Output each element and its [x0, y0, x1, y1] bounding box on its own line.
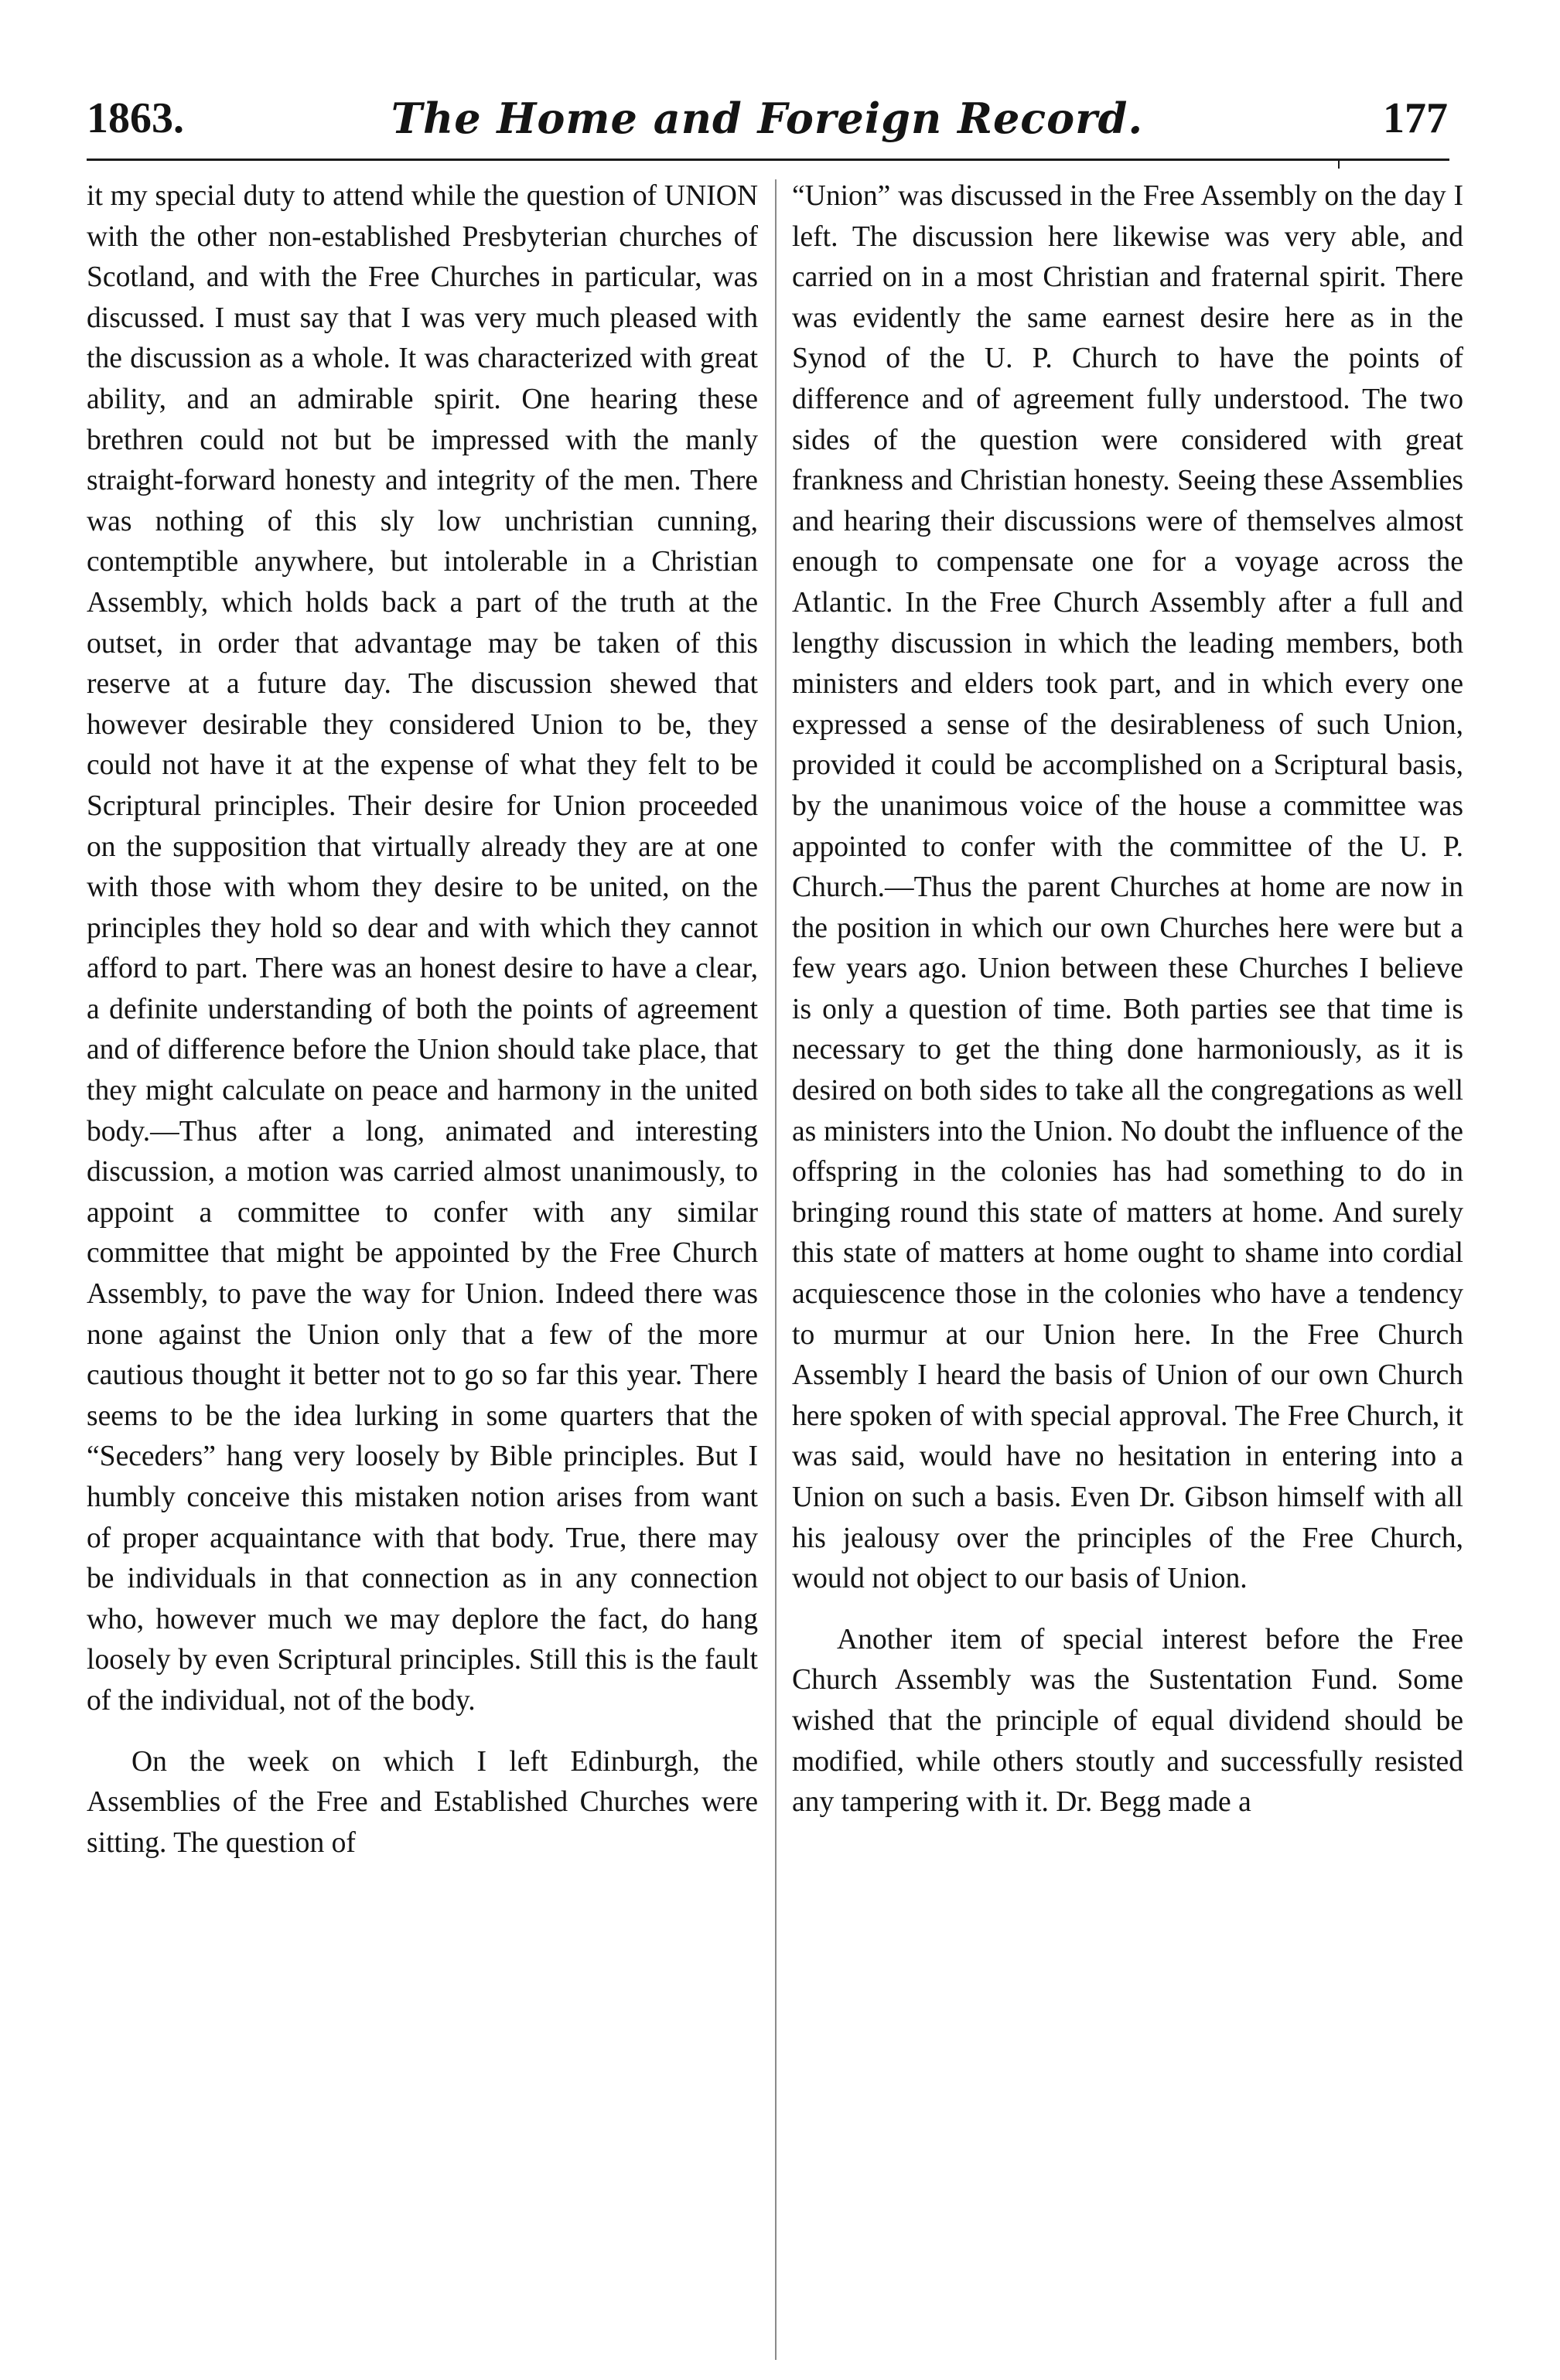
left-paragraph-2: On the week on which I left Edinburgh, the Assemblies of the Free and Established Churches were sitting. The question of — [87, 1745, 758, 1859]
header-rule-tick — [1338, 159, 1340, 169]
right-paragraph-2: Another item of special interest before the Free Church Assembly was the Sustentation Fund. Some wished that the principle of equal dividend should be modified, while others stoutly and successfully resisted any tampering with it. Dr. Begg made a — [792, 1623, 1463, 1819]
column-divider — [775, 179, 777, 2360]
header-year: 1863. — [87, 94, 184, 142]
header-rule — [87, 159, 1449, 161]
running-header — [87, 91, 1448, 153]
right-paragraph-1: “Union” was discussed in the Free Assembly on the day I left. The discussion here likewise was very able, and carried on in a most Christian and fraternal spirit. There was evidently the same earnest desire here as in the Synod of the U. P. Church to have the points of difference and of agreement fully understood. The two sides of the question were considered with great frankness and Christian honesty. Seeing these Assemblies and hearing their discussions were of themselves almost enough to compensate one for a voyage across the Atlantic. In the Free Church Assembly after a full and lengthy discussion in which the leading members, both ministers and elders took part, and in which every one expressed a sense of the desirableness of such Union, provided it could be accomplished on a Scriptural basis, by the unanimous voice of the house a committee was appointed to confer with the committee of the U. P. Church.—Thus the parent Churches at home are now in the position in which our own Churches here were but a few years ago. Union between these Churches I believe is only a question of time. Both parties see that time is necessary to get the thing done harmoniously, as it is desired on both sides to take all the congregations as well as ministers into the Union. No doubt the influence of the offspring in the colonies has had something to do in bringing round this state of matters at home. And surely this state of matters at home ought to shame into cordial acquiescence those in the colonies who have a tendency to murmur at our Union here. In the Free Church Assembly I heard the basis of Union of our own Church here spoken of with special approval. The Free Church, it was said, would have no hesitation in entering into a Union on such a basis. Even Dr. Gibson himself with all his jealousy over the principles of the Free Church, would not object to our basis of Union. — [792, 180, 1463, 1595]
journal-title: The Home and Foreign Record. — [391, 94, 1144, 143]
right-column — [792, 176, 1463, 1823]
left-paragraph-1: it my special duty to attend while the question of UNION with the other non-established Presbyterian churches of Scotland, and with the Free Churches in particular, was discussed. I must say that I was very much pleased with the discussion as a whole. It was characterized with great ability, and an admirable spirit. One hearing these brethren could not but be impressed with the manly straight-forward honesty and integrity of the men. There was nothing of this sly low unchristian cunning, contemptible anywhere, but intolerable in a Christian Assembly, which holds back a part of the truth at the outset, in order that advantage may be taken of this reserve at a future day. The discussion shewed that however desirable they considered Union to be, they could not have it at the expense of what they felt to be Scriptural principles. Their desire for Union proceeded on the supposition that virtually already they are at one with those with whom they desire to be united, on the principles they hold so dear and with which they cannot afford to part. There was an honest desire to have a clear, a definite understanding of both the points of agreement and of difference before the Union should take place, that they might calculate on peace and harmony in the united body.—Thus after a long, animated and interesting discussion, a motion was carried almost unanimously, to appoint a committee to confer with any similar committee that might be appointed by the Free Church Assembly, to pave the way for Union. Indeed there was none against the Union only that a few of the more cautious thought it better not to go so far this year. There seems to be the idea lurking in some quarters that the “Seceders” hang very loosely by Bible principles. But I humbly conceive this mistaken notion arises from want of proper acquaintance with that body. True, there may be individuals in that connection as in any connection who, however much we may deplore the fact, do hang loosely by even Scriptural principles. Still this is the fault of the individual, not of the body. — [87, 180, 758, 1717]
page-number: 177 — [1383, 94, 1448, 142]
left-column — [87, 176, 758, 1863]
